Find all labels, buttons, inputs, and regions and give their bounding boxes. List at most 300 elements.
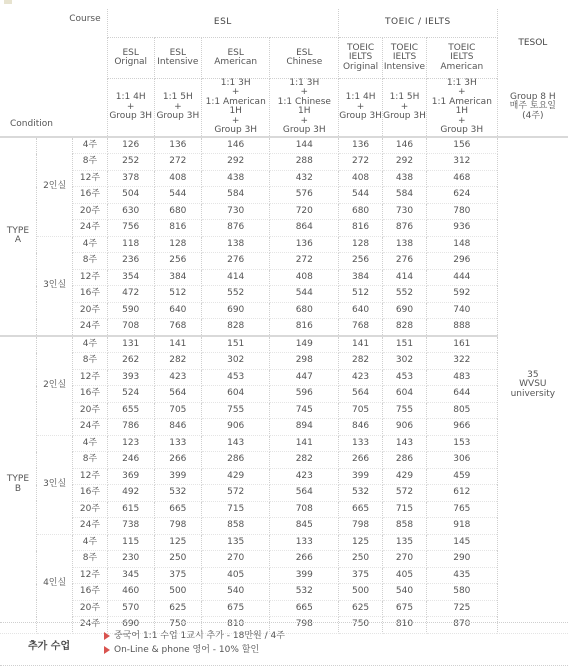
price-cell: 690 <box>201 302 270 319</box>
price-cell: 625 <box>339 600 383 617</box>
weeks-cell: 24주 <box>73 617 107 634</box>
tesol-desc-line: 매주 토요일 <box>509 101 556 112</box>
price-cell: 272 <box>270 253 339 270</box>
price-cell: 296 <box>426 253 497 270</box>
course-desc-line: + <box>174 101 182 112</box>
price-cell: 580 <box>426 584 497 601</box>
price-cell: 564 <box>154 386 201 403</box>
course-name-cell <box>107 38 154 79</box>
price-cell: 302 <box>201 353 270 370</box>
course-name-line: Chinese <box>286 57 323 67</box>
price-table-container <box>0 9 568 634</box>
table-row <box>0 518 568 535</box>
course-desc-line: + <box>458 87 466 98</box>
course-desc-line: 1:1 American 1H <box>431 96 492 117</box>
price-cell: 408 <box>154 170 201 187</box>
price-cell: 288 <box>270 154 339 171</box>
tesol-body-cell <box>497 137 568 634</box>
price-cell: 266 <box>154 452 201 469</box>
price-cell: 148 <box>426 236 497 253</box>
price-cell: 828 <box>201 319 270 336</box>
course-desc-line: + <box>300 115 309 126</box>
price-cell: 444 <box>426 269 497 286</box>
price-cell: 640 <box>154 302 201 319</box>
price-cell: 846 <box>154 419 201 436</box>
course-name-cell <box>383 38 427 79</box>
triangle-bullet-icon <box>104 632 110 640</box>
course-desc-cell <box>270 79 339 137</box>
price-cell: 141 <box>154 336 201 353</box>
price-cell: 544 <box>270 286 339 303</box>
price-cell: 256 <box>339 253 383 270</box>
price-cell: 429 <box>383 468 427 485</box>
price-cell: 966 <box>426 419 497 436</box>
price-cell: 768 <box>154 319 201 336</box>
price-cell: 906 <box>201 419 270 436</box>
price-cell: 375 <box>339 567 383 584</box>
course-desc-line: 1:1 Chinese 1H <box>277 96 331 117</box>
price-cell: 146 <box>201 137 270 154</box>
price-cell: 414 <box>383 269 427 286</box>
price-cell: 270 <box>383 551 427 568</box>
price-cell: 624 <box>426 187 497 204</box>
weeks-cell: 20주 <box>73 302 107 319</box>
table-row <box>0 452 568 469</box>
price-cell: 810 <box>201 617 270 634</box>
course-name-line: ESL <box>122 47 139 58</box>
price-cell: 750 <box>339 617 383 634</box>
price-cell: 393 <box>107 369 154 386</box>
price-cell: 399 <box>154 468 201 485</box>
room-label-cell: 2인실 <box>36 137 72 237</box>
price-cell: 151 <box>201 336 270 353</box>
price-cell: 266 <box>270 551 339 568</box>
price-cell: 888 <box>426 319 497 336</box>
price-cell: 298 <box>270 353 339 370</box>
price-cell: 816 <box>339 220 383 237</box>
price-cell: 675 <box>201 600 270 617</box>
price-cell: 524 <box>107 386 154 403</box>
price-cell: 141 <box>339 336 383 353</box>
course-name-line: American <box>440 61 484 72</box>
extra-class-item <box>104 643 285 657</box>
course-name-line: American <box>214 57 258 67</box>
price-cell: 141 <box>270 435 339 452</box>
course-desc-line: Group 3H <box>440 125 484 136</box>
weeks-cell: 16주 <box>73 386 107 403</box>
price-cell: 151 <box>383 336 427 353</box>
price-cell: 459 <box>426 468 497 485</box>
course-desc-line: 1:1 4H <box>115 92 146 103</box>
price-cell: 690 <box>383 302 427 319</box>
weeks-cell: 4주 <box>73 137 107 154</box>
weeks-cell: 8주 <box>73 253 107 270</box>
price-cell: 690 <box>107 617 154 634</box>
toeic-ielts-group-header: TOEIC / IELTS <box>339 9 498 38</box>
price-cell: 665 <box>270 600 339 617</box>
price-cell: 354 <box>107 269 154 286</box>
price-cell: 894 <box>270 419 339 436</box>
room-label-cell: 3인실 <box>36 236 72 336</box>
course-desc-line: Group 3H <box>383 111 426 122</box>
price-cell: 408 <box>270 269 339 286</box>
price-cell: 133 <box>270 534 339 551</box>
price-cell: 544 <box>339 187 383 204</box>
price-cell: 453 <box>201 369 270 386</box>
tesol-body-line: WVSU <box>519 379 547 390</box>
type-label-line: B <box>14 483 22 494</box>
room-label-cell: 4인실 <box>36 534 72 633</box>
price-cell: 630 <box>107 203 154 220</box>
price-cell: 564 <box>270 485 339 502</box>
triangle-bullet-icon <box>104 646 110 654</box>
weeks-cell: 12주 <box>73 369 107 386</box>
extra-class-text: 중국어 1:1 수업 1교시 추가 - 18만원 / 4주 <box>114 631 285 641</box>
price-cell: 906 <box>383 419 427 436</box>
price-cell: 135 <box>201 534 270 551</box>
type-label-line: A <box>14 235 22 246</box>
price-cell: 756 <box>107 220 154 237</box>
course-name-cell <box>339 38 383 79</box>
course-name-line: IELTS <box>348 52 373 63</box>
course-desc-line: 1:1 American 1H <box>205 96 266 117</box>
price-cell: 230 <box>107 551 154 568</box>
price-cell: 798 <box>339 518 383 535</box>
price-cell: 322 <box>426 353 497 370</box>
course-name-line: ESL <box>296 47 313 58</box>
price-cell: 292 <box>201 154 270 171</box>
table-row <box>0 419 568 436</box>
price-cell: 286 <box>383 452 427 469</box>
table-row <box>0 154 568 171</box>
course-name-line: Orignal <box>114 57 148 67</box>
price-cell: 133 <box>154 435 201 452</box>
price-cell: 715 <box>383 501 427 518</box>
price-cell: 828 <box>383 319 427 336</box>
price-cell: 138 <box>383 236 427 253</box>
course-desc-line: 1:1 3H <box>289 78 320 88</box>
price-cell: 810 <box>383 617 427 634</box>
extra-classes-label: 추가 수업 <box>28 641 71 652</box>
weeks-cell: 24주 <box>73 319 107 336</box>
course-desc-line: Group 3H <box>282 125 326 136</box>
price-cell: 745 <box>270 402 339 419</box>
price-cell: 858 <box>383 518 427 535</box>
price-cell: 665 <box>154 501 201 518</box>
price-table <box>0 9 568 634</box>
price-cell: 765 <box>426 501 497 518</box>
type-label-line: TYPE <box>6 225 30 236</box>
price-cell: 755 <box>383 402 427 419</box>
price-cell: 384 <box>154 269 201 286</box>
weeks-cell: 20주 <box>73 203 107 220</box>
price-cell: 447 <box>270 369 339 386</box>
price-cell: 423 <box>154 369 201 386</box>
price-cell: 615 <box>107 501 154 518</box>
weeks-cell: 16주 <box>73 187 107 204</box>
table-row <box>0 286 568 303</box>
price-cell: 640 <box>339 302 383 319</box>
course-name-cell <box>154 38 201 79</box>
course-desc-cell <box>201 79 270 137</box>
price-cell: 540 <box>201 584 270 601</box>
extra-classes-section <box>0 622 568 666</box>
table-row <box>0 369 568 386</box>
price-cell: 552 <box>201 286 270 303</box>
type-label-cell <box>0 336 36 634</box>
price-cell: 282 <box>339 353 383 370</box>
course-name-line: ESL <box>169 47 187 58</box>
table-row <box>0 501 568 518</box>
weeks-cell: 4주 <box>73 534 107 551</box>
price-cell: 302 <box>383 353 427 370</box>
course-name-line: Intensive <box>157 57 199 67</box>
course-desc-line: + <box>458 115 466 126</box>
course-name-cell <box>270 38 339 79</box>
price-cell: 592 <box>426 286 497 303</box>
price-cell: 725 <box>426 600 497 617</box>
course-desc-line: 1:1 4H <box>345 92 376 103</box>
price-cell: 786 <box>107 419 154 436</box>
price-cell: 750 <box>154 617 201 634</box>
course-desc-line: + <box>231 87 240 98</box>
price-cell: 512 <box>154 286 201 303</box>
course-desc-cell <box>383 79 427 137</box>
price-cell: 250 <box>154 551 201 568</box>
price-cell: 432 <box>270 170 339 187</box>
price-cell: 500 <box>154 584 201 601</box>
price-cell: 384 <box>339 269 383 286</box>
price-cell: 435 <box>426 567 497 584</box>
price-cell: 512 <box>339 286 383 303</box>
price-cell: 918 <box>426 518 497 535</box>
price-cell: 399 <box>339 468 383 485</box>
price-cell: 345 <box>107 567 154 584</box>
table-row <box>0 220 568 237</box>
price-cell: 135 <box>383 534 427 551</box>
weeks-cell: 8주 <box>73 353 107 370</box>
weeks-cell: 24주 <box>73 518 107 535</box>
tesol-body-line: 35 <box>527 369 539 380</box>
price-cell: 680 <box>339 203 383 220</box>
price-cell: 864 <box>270 220 339 237</box>
table-row <box>0 203 568 220</box>
course-name-line: Original <box>342 61 379 72</box>
price-cell: 576 <box>270 187 339 204</box>
course-desc-line: + <box>400 101 409 112</box>
course-name-line: TOEIC <box>390 42 419 53</box>
price-cell: 429 <box>201 468 270 485</box>
price-cell: 665 <box>339 501 383 518</box>
weeks-cell: 24주 <box>73 220 107 237</box>
price-cell: 730 <box>201 203 270 220</box>
price-cell: 572 <box>383 485 427 502</box>
price-cell: 798 <box>270 617 339 634</box>
condition-header-label: Condition <box>0 79 107 137</box>
type-label-line: TYPE <box>6 474 30 485</box>
price-cell: 468 <box>426 170 497 187</box>
price-cell: 128 <box>339 236 383 253</box>
price-cell: 483 <box>426 369 497 386</box>
price-cell: 128 <box>154 236 201 253</box>
price-cell: 816 <box>270 319 339 336</box>
price-cell: 270 <box>201 551 270 568</box>
table-row <box>0 485 568 502</box>
course-header-label: Course <box>0 9 107 79</box>
price-cell: 584 <box>383 187 427 204</box>
price-cell: 144 <box>270 137 339 154</box>
weeks-cell: 16주 <box>73 286 107 303</box>
table-row <box>0 269 568 286</box>
price-cell: 472 <box>107 286 154 303</box>
course-desc-line: 1:1 5H <box>162 92 193 103</box>
price-cell: 266 <box>339 452 383 469</box>
price-cell: 378 <box>107 170 154 187</box>
table-row <box>0 170 568 187</box>
table-row <box>0 584 568 601</box>
price-cell: 846 <box>339 419 383 436</box>
course-desc-line: Group 3H <box>156 111 200 122</box>
price-cell: 715 <box>201 501 270 518</box>
price-cell: 870 <box>426 617 497 634</box>
weeks-cell: 24주 <box>73 419 107 436</box>
price-cell: 858 <box>201 518 270 535</box>
price-cell: 282 <box>154 353 201 370</box>
price-cell: 146 <box>383 137 427 154</box>
course-name-line: Intensive <box>383 61 426 72</box>
price-cell: 552 <box>383 286 427 303</box>
price-cell: 540 <box>383 584 427 601</box>
price-cell: 399 <box>270 567 339 584</box>
price-cell: 570 <box>107 600 154 617</box>
price-cell: 876 <box>383 220 427 237</box>
price-cell: 423 <box>270 468 339 485</box>
course-desc-line: + <box>300 87 309 98</box>
price-cell: 708 <box>270 501 339 518</box>
price-cell: 252 <box>107 154 154 171</box>
price-cell: 145 <box>426 534 497 551</box>
weeks-cell: 20주 <box>73 600 107 617</box>
table-row <box>0 353 568 370</box>
esl-group-header: ESL <box>107 9 338 38</box>
price-cell: 246 <box>107 452 154 469</box>
price-cell: 532 <box>339 485 383 502</box>
corner-decoration <box>4 0 12 4</box>
price-cell: 675 <box>383 600 427 617</box>
price-cell: 153 <box>426 435 497 452</box>
price-cell: 250 <box>339 551 383 568</box>
price-cell: 136 <box>154 137 201 154</box>
price-cell: 143 <box>383 435 427 452</box>
course-desc-line: Group 3H <box>109 111 153 122</box>
price-cell: 680 <box>270 302 339 319</box>
price-cell: 604 <box>383 386 427 403</box>
price-cell: 845 <box>270 518 339 535</box>
course-desc-cell <box>426 79 497 137</box>
price-cell: 272 <box>339 154 383 171</box>
price-cell: 936 <box>426 220 497 237</box>
table-row <box>0 567 568 584</box>
course-name-line: TOEIC <box>448 42 476 53</box>
price-cell: 460 <box>107 584 154 601</box>
price-cell: 149 <box>270 336 339 353</box>
table-row <box>0 137 568 154</box>
price-cell: 438 <box>201 170 270 187</box>
price-cell: 136 <box>339 137 383 154</box>
price-cell: 655 <box>107 402 154 419</box>
table-row <box>0 187 568 204</box>
weeks-cell: 8주 <box>73 551 107 568</box>
table-row <box>0 386 568 403</box>
price-cell: 798 <box>154 518 201 535</box>
price-cell: 125 <box>154 534 201 551</box>
price-cell: 276 <box>383 253 427 270</box>
price-cell: 492 <box>107 485 154 502</box>
weeks-cell: 20주 <box>73 402 107 419</box>
price-cell: 286 <box>201 452 270 469</box>
price-cell: 500 <box>339 584 383 601</box>
price-cell: 143 <box>201 435 270 452</box>
course-desc-cell <box>339 79 383 137</box>
price-cell: 453 <box>383 369 427 386</box>
weeks-cell: 4주 <box>73 236 107 253</box>
price-cell: 312 <box>426 154 497 171</box>
price-cell: 644 <box>426 386 497 403</box>
course-desc-line: + <box>231 115 240 126</box>
price-cell: 405 <box>383 567 427 584</box>
weeks-cell: 16주 <box>73 584 107 601</box>
price-cell: 156 <box>426 137 497 154</box>
price-cell: 133 <box>339 435 383 452</box>
table-row <box>0 319 568 336</box>
tesol-desc-cell <box>497 79 568 137</box>
course-desc-line: + <box>126 101 135 112</box>
weeks-cell: 4주 <box>73 336 107 353</box>
price-cell: 123 <box>107 435 154 452</box>
price-cell: 544 <box>154 187 201 204</box>
weeks-cell: 12주 <box>73 468 107 485</box>
price-cell: 276 <box>201 253 270 270</box>
course-desc-cell <box>154 79 201 137</box>
price-cell: 584 <box>201 187 270 204</box>
course-desc-line: Group 3H <box>214 125 258 136</box>
price-cell: 256 <box>154 253 201 270</box>
course-desc-row <box>0 79 568 137</box>
table-row <box>0 302 568 319</box>
price-cell: 131 <box>107 336 154 353</box>
price-cell: 282 <box>270 452 339 469</box>
weeks-cell: 8주 <box>73 452 107 469</box>
price-table-body <box>0 9 568 633</box>
weeks-cell: 12주 <box>73 269 107 286</box>
type-label-cell <box>0 137 36 336</box>
price-cell: 115 <box>107 534 154 551</box>
price-cell: 118 <box>107 236 154 253</box>
price-cell: 572 <box>201 485 270 502</box>
course-desc-line: 1:1 3H <box>220 78 251 88</box>
course-desc-line: 1:1 5H <box>389 92 420 103</box>
table-row <box>0 435 568 452</box>
price-cell: 564 <box>339 386 383 403</box>
price-cell: 408 <box>339 170 383 187</box>
price-cell: 680 <box>154 203 201 220</box>
price-cell: 816 <box>154 220 201 237</box>
price-cell: 705 <box>154 402 201 419</box>
course-name-line: IELTS <box>450 52 474 63</box>
price-cell: 136 <box>270 236 339 253</box>
price-cell: 290 <box>426 551 497 568</box>
price-cell: 236 <box>107 253 154 270</box>
